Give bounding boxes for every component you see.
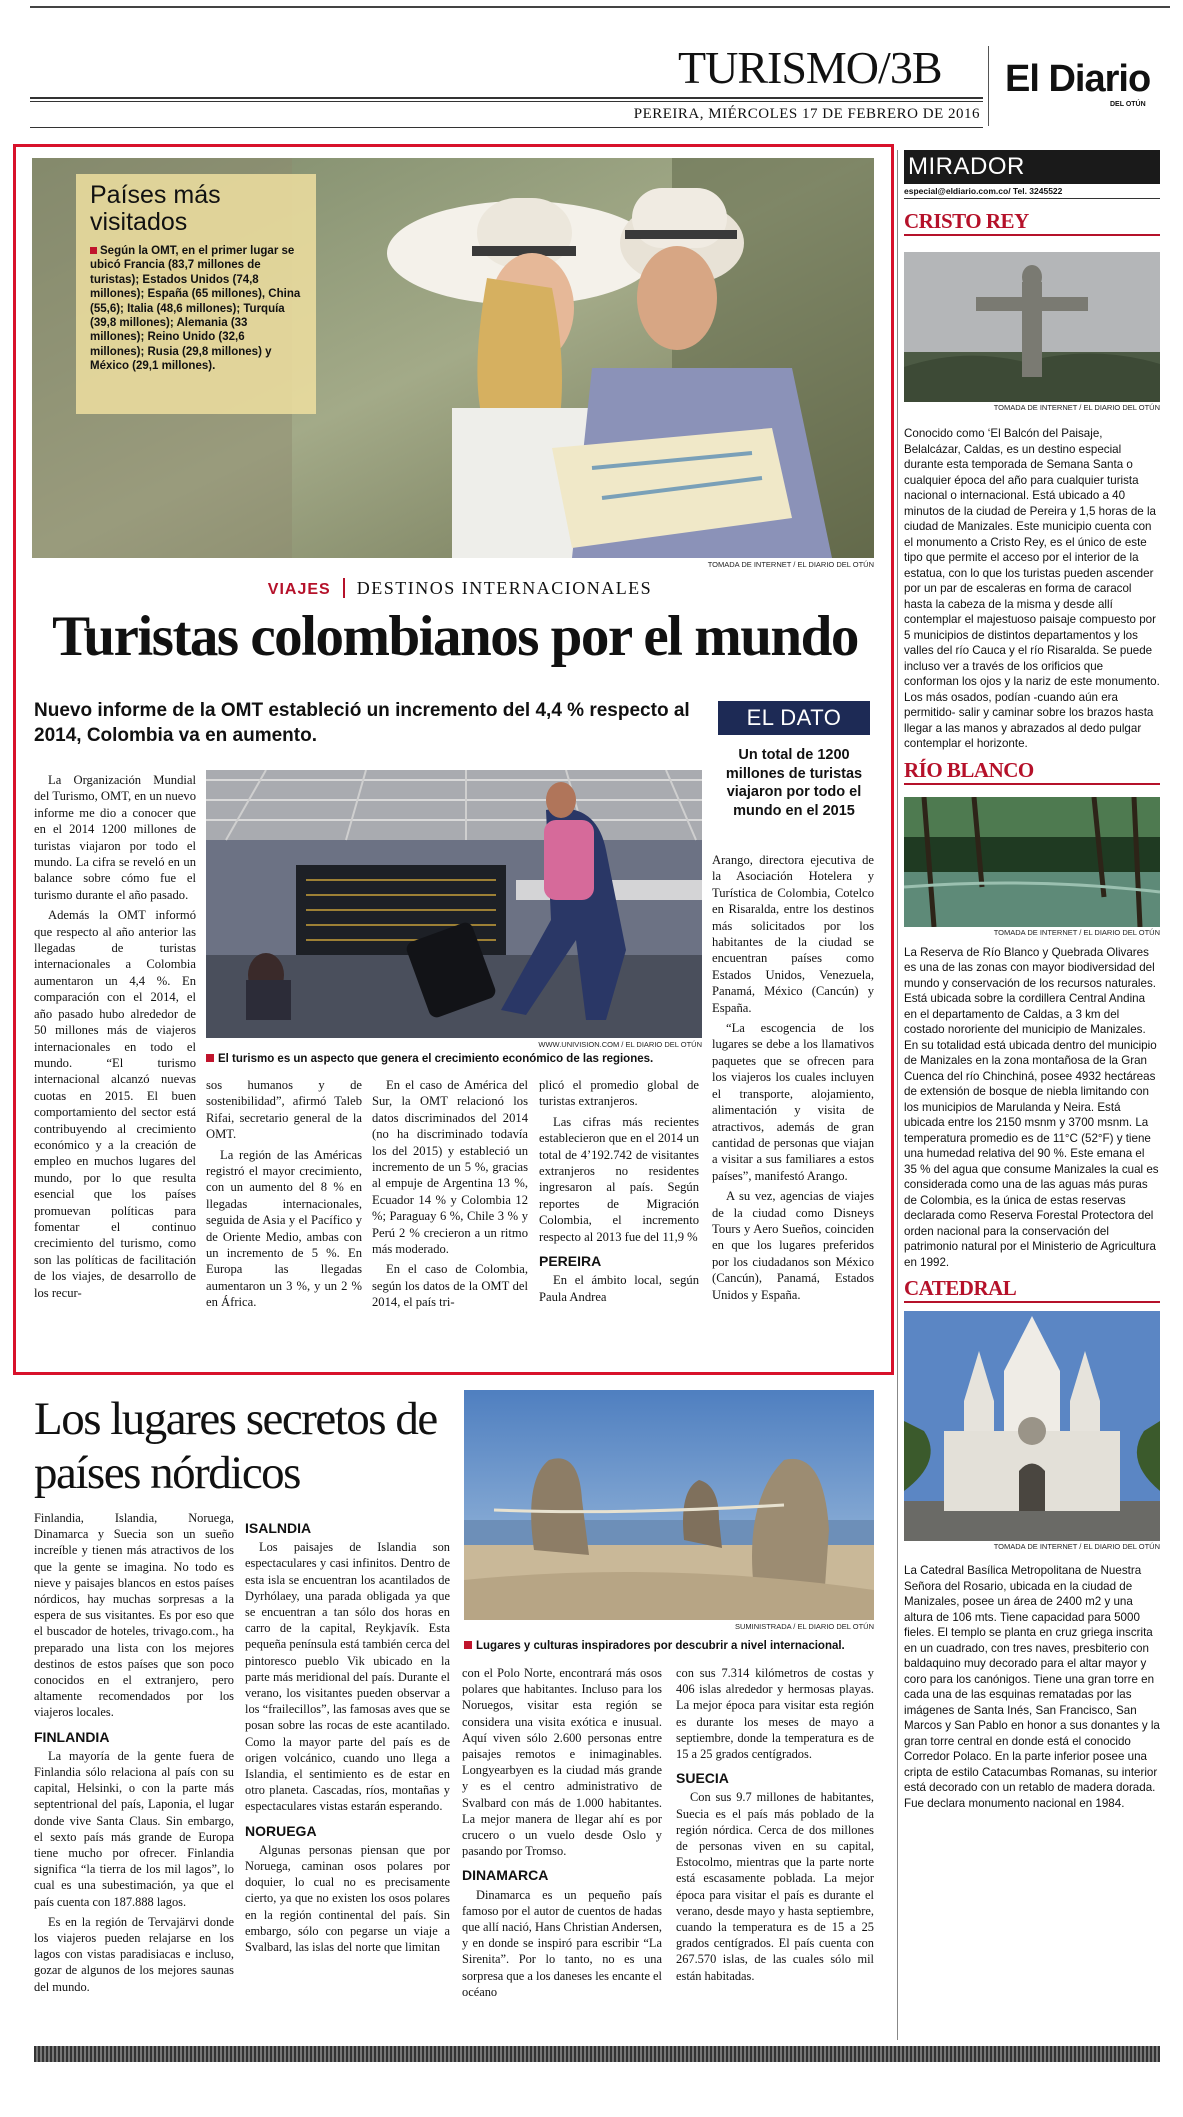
catedral-text: La Catedral Basílica Metropolitana de Nuestra Señora del Rosario, ubicada en la ciudad de Manizales, posee un área de 2400 m2 y una altura de 106 mts. Tiene capacidad para 5000 fieles. El templo se planta en cruz griega inscrita en un cuadrado, con tres naves, presbiterio con baldaquino muy decorado para el altar mayor y coro para los canónigos. Tiene una gran torre en cada una de las esquinas rematadas por las imágenes de Santa Inés, San Francisco, San Marcos y San Pablo en honor a sus donantes y la gran torre central en donde está el conocido Corredor Polaco. En la parte inferior posee una cripta de estilo Catacumbas Romanas, su interior está decorado con un retablo de madera dorada. Fue declara monumento nacional en 1984. [904, 1564, 1160, 1810]
nordic-col-4-p1: con sus 7.314 kilómetros de costas y 406 islas alrededor y hermosas playas. La mejor época para visitar esta región es durante los meses de mayo a septiembre, donde la temperatura es de 15 a 25 grados centígrados. [676, 1666, 874, 1762]
feature-col-5 [712, 852, 874, 1307]
sidebar-divider [897, 150, 898, 2040]
section-title [678, 42, 978, 94]
masthead-rule-1 [30, 97, 983, 99]
nordic-subhead-dinamarca: DINAMARCA [462, 1867, 549, 1884]
airport-photo-credit: WWW.UNIVISION.COM / EL DIARIO DEL OTÚN [538, 1040, 702, 1049]
feature-col-5-p1: Arango, directora ejecutiva de la Asociación Hotelera y Turística de Colombia, Cotelco en Risaralda, entre los destinos más solicitados por los habitantes de la ciudad se encuentran países como Estados Unidos, Venezuela, Panamá, México (Cancún) y España. [712, 853, 874, 1015]
nordic-islandia: Los paisajes de Islandia son espectaculares y casi infinitos. Dentro de esta isla se encuentran los acantilados de Dyrhólaey, una parada obligada ya que se encuentran a tan sólo dos horas en carro de la capital, Reykjavík. Esta pequeña península está también cerca del pintoresco pueblo Vik ubicado en la parte más meridional del país. Durante el verano, los visitantes pueden observar a los “frailecillos”, las famosas aves que se posan sobre las rocas de este acantilado. Como la mayor parte del país es de origen volcánico, cuando uno llega a Islandia, el sentimiento es de estar en otro planeta. Cascadas, ríos, montañas y espectaculares vistas estarán esperando. [245, 1540, 450, 1814]
catedral-image [904, 1311, 1160, 1541]
section-page: 3B [889, 42, 942, 93]
feature-col-5-p2: “La escogencia de los lugares se debe a los llamativos paquetes que se ofrecen para los viajeros los cuales incluyen el transporte, alojamiento, alimentación y visita de atractivos, además de gran cantidad de personas que viajan a visitar a sus familiares a estos países”, manifestó Arango. [712, 1021, 874, 1183]
callout-title: Países más visitados [90, 181, 221, 236]
nordic-headline: Los lugares secretos de países nórdicos [34, 1393, 437, 1499]
rio-blanco-forest-image [904, 797, 1160, 927]
nordic-finlandia-p2: Es en la región de Tervajärvi donde los viajeros pueden relajarse en los lagos con vistas paradisiacas e incluso, gozar de algunos de los mejores saunas del mundo. [34, 1914, 234, 1994]
feature-col-4-p3: En el ámbito local, según Paula Andrea [539, 1273, 699, 1304]
nordic-col-1 [34, 1510, 234, 1999]
bottom-bar [34, 2046, 1160, 2062]
feature-col-1 [34, 772, 196, 1305]
kicker [180, 578, 740, 599]
feature-col-3-p1: En el caso de América del Sur, la OMT relacionó los datos discriminados del 2014 (no ha discriminado todavía los del 2015) y estableció un incremento de un 5 %, gracias al empuje de Argentina 13 %, Ecuador 14 % y Colombia 12 %; Paraguay 6 %, Chile 3 % y Perú 2 % crecieron a un ritmo más moderado. [372, 1078, 528, 1257]
mirador-sidebar [904, 150, 1160, 2040]
feature-col-4 [539, 1077, 699, 1309]
nordic-finlandia-p1: La mayoría de la gente fuera de Finlandia sólo relaciona al país con su capital, Helsinki, o con la parte más septentrional del país, Laponia, el lugar donde vive Santa Claus. Sin embargo, el sexto país más grande de Europa tiene mucho por ofrecer. Finlandia significa “la tierra de los mil lagos”, lo cual es una subestimación, ya que el país cuenta con 187.888 lagos. [34, 1748, 234, 1909]
hero-photo-credit: TOMADA DE INTERNET / EL DIARIO DEL OTÚN [707, 560, 874, 569]
masthead-rule-2 [30, 101, 983, 102]
masthead-rule-3 [30, 127, 983, 128]
feature-col-4-p2: Las cifras más recientes establecieron que en el 2014 un total de 4’192.742 de visitantes extranjeros no residentes ingresaron al país. Según reportes de Migración Colombia, el incremento respecto al 2013 fue del 11,9 % [539, 1114, 699, 1244]
feature-col-4-p1: plicó el promedio global de turistas extranjeros. [539, 1078, 699, 1109]
el-dato-label: EL DATO [718, 701, 870, 735]
mirador-item-title-cristo-rey: CRISTO REY [904, 209, 1029, 233]
mirador-item-title-rio-blanco: RÍO BLANCO [904, 757, 1034, 782]
callout-text [90, 244, 302, 374]
feature-col-3 [372, 1077, 528, 1315]
feature-deck: Nuevo informe de la OMT estableció un incremento del 4,4 % respecto al 2014, Colombia va en aumento. [34, 700, 690, 746]
nordic-col-3 [462, 1665, 662, 2004]
cristo-rey-credit: TOMADA DE INTERNET / EL DIARIO DEL OTÚN [993, 403, 1160, 412]
feature-col-1-p2: Además la OMT informó que respecto al año anterior las llegadas de turistas internacionales a Colombia aumentaron un 4,4 %. En comparación con el 2014, el año pasado hubo alrededor de 50 millones más de viajeros internacionales en todo el mundo. “El turismo internacional alcanzó nuevas cuotas en 2015. El buen comportamiento del sector está contribuyendo al crecimiento económico y a la creación de empleo en muchos lugares del mundo, por lo que resulta esencial que los países promuevan políticas para fomentar el continuo crecimiento del turismo, como son las políticas de facilitación de los viajes, de desarrollo de los recur- [34, 908, 196, 1300]
catedral-credit: TOMADA DE INTERNET / EL DIARIO DEL OTÚN [993, 1542, 1160, 1551]
feature-col-2-p1: sos humanos y de sostenibilidad”, afirmó Taleb Rifai, secretario general de la OMT. [206, 1078, 362, 1142]
kicker-divider [343, 578, 345, 598]
callout-bullet-icon [90, 247, 97, 254]
callout-body: Según la OMT, en el primer lugar se ubicó Francia (83,7 millones de turistas); Estados Unidos (74,8 millones); España (65 millones), China (55,6); Italia (48,6 millones); Turquía (39,8 millones); Alemania (33 millones); Reino Unido (32,6 millones); Rusia (29,8 millones) y México (29,1 millones). [90, 245, 301, 373]
nordic-subhead-suecia: SUECIA [676, 1770, 729, 1787]
section-slash: / [878, 42, 890, 93]
nordic-photo [464, 1390, 874, 1620]
el-dato-text: Un total de 1200 millones de turistas viajaron por todo el mundo en el 2015 [725, 747, 863, 819]
caption-square-icon [464, 1641, 472, 1649]
mirador-title: MIRADOR [904, 150, 1160, 184]
nordic-dinamarca: Dinamarca es un pequeño país famoso por el autor de cuentos de hadas que allí nació, Hans Christian Andersen, y en donde se inspiró para escribir “La Sirenita”. Por lo tanto, no es una sorpresa que a los daneses les encante el océano [462, 1887, 662, 1999]
masthead [0, 0, 1183, 140]
airport-photo-caption [206, 1053, 702, 1065]
nordic-photo-caption-text: Lugares y culturas inspiradores por descubrir a nivel internacional. [476, 1640, 845, 1652]
cristo-rey-text: Conocido como ‘El Balcón del Paisaje, Belalcázar, Caldas, es un destino especial durante esta temporada de Semana Santa o cualquier época del año para cualquier turista nacional o internacional. Está ubicado a 40 minutos de la ciudad de Pereira y 1,5 horas de la ciudad de Manizales. Este municipio cuenta con el monumento a Cristo Rey, es el único de este tipo que permite el acceso por el interior de la estatua, con lo que los turistas pueden ascender por un par de escaleras en forma de caracol hasta la cabeza de la misma y desde allí contemplar el majestuoso paisaje compuesto por 5 municipios de distintos departamentos y los valles del río Cauca y el río Risaralda. Se puede incluso ver a través de los orificios que conforman los ojos y la nariz de este monumento. Los más osados, podían -cuando aún era permitido- salir y caminar sobre los brazos hasta llegar a las manos y abrazados al dedo pulgar contemplar el horizonte. [904, 427, 1160, 750]
caption-square-icon [206, 1054, 214, 1062]
callout-box [76, 174, 316, 414]
airport-travelers-image [206, 770, 702, 1038]
nordic-col-4 [676, 1665, 874, 1988]
nordic-subhead-finlandia: FINLANDIA [34, 1728, 110, 1745]
mirador-contact: especial@eldiario.com.co/ Tel. 3245522 [904, 184, 1160, 199]
mirador-item-rule [904, 234, 1160, 236]
top-rule [30, 6, 1170, 8]
kicker-topic: DESTINOS INTERNACIONALES [356, 578, 653, 598]
feature-col-2 [206, 1077, 362, 1315]
kicker-section: VIAJES [267, 581, 331, 598]
nordic-subhead-noruega: NORUEGA [245, 1822, 317, 1839]
feature-col-2-p2: La región de las Américas registró el mayor crecimiento, con un aumento del 8 % en llegadas internacionales, seguida de Asia y el Pacífico y de Oriente Medio, ambas con un incremento de 5 %. En Europa las llegadas aumentaron un 3 %, y un 2 % en África. [206, 1147, 362, 1310]
feature-col-1-p1: La Organización Mundial del Turismo, OMT, en un nuevo informe me dio a conocer que en el 2014 1200 millones de turistas viajaron por todo el mundo. La cifra se reveló en un balance sobre cómo fue el turismo durante el año pasado. [34, 773, 196, 902]
mirador-item-title-catedral: CATEDRAL [904, 1276, 1017, 1300]
rock-formations-image [464, 1390, 874, 1620]
mirador-item-rule [904, 1301, 1160, 1303]
cristo-rey-statue-image [904, 252, 1160, 402]
catedral-photo [904, 1311, 1160, 1541]
rio-blanco-credit: TOMADA DE INTERNET / EL DIARIO DEL OTÚN [993, 927, 1160, 937]
airport-photo [206, 770, 702, 1038]
cristo-rey-photo [904, 252, 1160, 402]
masthead-logo: El Diario [1005, 58, 1151, 100]
nordic-col-3-p1: con el Polo Norte, encontrará más osos polares que habitantes. Incluso para los Noruegos, visitar esta región se considera una visita exótica e inusual. Aquí viven sólo 2.600 personas entre paisajes remotos e inimaginables. Longyearbyen es la ciudad más grande y es el centro administrativo de Svalbard con más de 1.000 habitantes. La mejor manera de llegar ahí es por crucero o un vuelo desde Oslo y pasando por Tromso. [462, 1666, 662, 1859]
nordic-suecia: Con sus 9.7 millones de habitantes, Suecia es el país más poblado de la región nórdica. Cerca de dos millones de personas viven en su capital, Estocolmo, mientras que la parte norte está escasamente poblada. La mejor época para visitar el país es durante el verano, desde mayo y hasta septiembre, cuando la temperatura es de 15 a 25 grados centígrados. El país cuenta con 267.570 islas, de las cuales sólo mil están habitadas. [676, 1790, 874, 1983]
masthead-divider [988, 46, 989, 126]
nordic-photo-credit: SUMINISTRADA / EL DIARIO DEL OTÚN [734, 1622, 874, 1631]
nordic-noruega: Algunas personas piensan que por Noruega, caminan osos polares por doquier, lo cual no es precisamente cierto, ya que no existen los osos polares en la región continental del país. Sin embargo, sólo con pegarse un viaje a Svalbard, las islas del norte que limitan [245, 1842, 450, 1955]
masthead-logo-sub: DEL OTÚN [1110, 101, 1146, 108]
mirador-item-rule [904, 783, 1160, 785]
airport-photo-caption-text: El turismo es un aspecto que genera el crecimiento económico de las regiones. [218, 1053, 654, 1065]
section-name: TURISMO [678, 42, 879, 93]
feature-col-3-p2: En el caso de Colombia, según los datos de la OMT del 2014, el país tri- [372, 1262, 528, 1310]
rio-blanco-photo [904, 797, 1160, 927]
nordic-intro: Finlandia, Islandia, Noruega, Dinamarca y Suecia son un sueño increíble y tienen más atractivos de los que la gente se imagina. No todo es nieve y paisajes blancos en estos países nórdicos, hay muchas sorpresas a la espera de sus visitantes. Es por eso que el buscador de hoteles, trivago.com., ha preparado una lista con los mejores destinos de estos países que son poco conocidos en el extranjero, pero altamente recomendados por los viajeros locales. [34, 1511, 234, 1720]
feature-col-5-p3: A su vez, agencias de viajes de la ciudad como Disneys Tours y Aero Sueños, coinciden en que los lugares preferidos por los ciudadanos son México (Cancún), Panamá, Estados Unidos y España. [712, 1189, 874, 1302]
rio-blanco-text: La Reserva de Río Blanco y Quebrada Olivares es una de las zonas con mayor biodiversidad del mundo y conservación de los recursos naturales. Está ubicada sobre la cordillera Central Andina en el departamento de Caldas, a 3 km del costado nororiente del municipio de Manizales. En su totalidad está ubicada dentro del municipio de Manizales en la zona montañosa de la Gran Cuenca del río Chinchiná, posee 4932 hectáreas de extensión de bosque de niebla limitando con los municipios de Marulanda y Neira. Está ubicada entre los 2150 msnm y 3700 msnm. La temperatura promedio es de 11°C (52°F) y tiene una humedad relativa del 90 %. Este emana el 35 % del agua que consume Manizales la cual es considerada como una de las aguas más puras de Colombia, es la única de estas reservas declarada como Reserva Forestal Protectora del orden nacional para la conservación del patrimonio natural por el Ministerio de Agricultura en 1992. [904, 945, 1159, 1269]
nordic-subhead-islandia: ISALNDIA [245, 1520, 312, 1536]
feature-headline: Turistas colombianos por el mundo [52, 605, 858, 668]
dateline: PEREIRA, MIÉRCOLES 17 DE FEBRERO DE 2016 [633, 106, 980, 122]
nordic-photo-caption [464, 1640, 884, 1652]
feature-subhead-pereira: PEREIRA [539, 1253, 602, 1270]
nordic-col-2 [245, 1520, 450, 1959]
